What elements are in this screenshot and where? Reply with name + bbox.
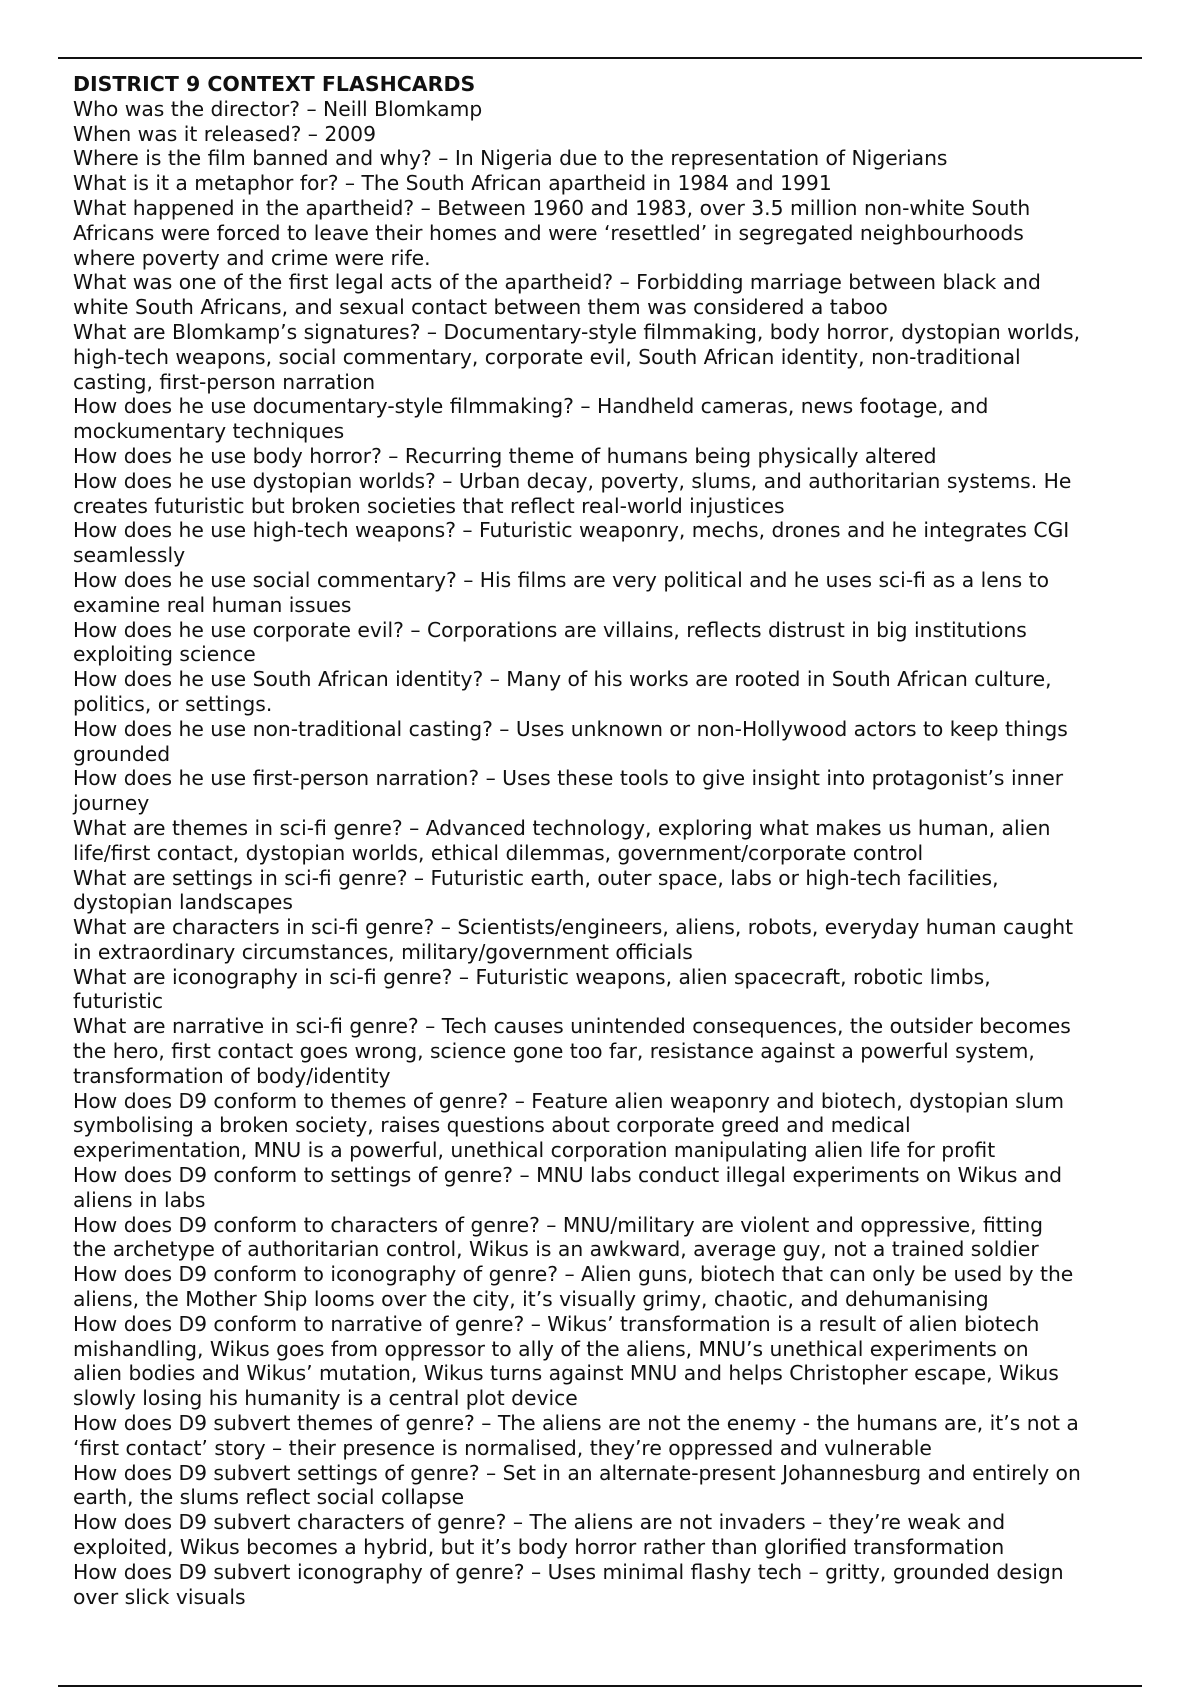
text-line: aliens in labs: [73, 1187, 206, 1212]
text-line: Where is the film banned and why? – In Nigeria due to the representation of Nigerians: [73, 146, 948, 171]
text-line: alien bodies and Wikus’ mutation, Wikus turns against MNU and helps Christopher escape, Wikus: [73, 1361, 1059, 1386]
text-line: earth, the slums reflect social collapse: [73, 1485, 465, 1510]
text-line: in extraordinary circumstances, military/government officials: [73, 939, 693, 964]
text-line: white South Africans, and sexual contact between them was considered a taboo: [73, 295, 888, 320]
text-line: Africans were forced to leave their homes and were ‘resettled’ in segregated neighbourhoods: [73, 220, 1024, 245]
top-rule: [58, 57, 1142, 59]
text-line: How does D9 subvert characters of genre? – The aliens are not invaders – they’re weak and: [73, 1510, 1006, 1535]
text-line: How does D9 subvert themes of genre? – The aliens are not the enemy - the humans are, it’s not a: [73, 1411, 1079, 1436]
text-line: When was it released? – 2009: [73, 121, 376, 146]
text-line: What are themes in sci-fi genre? – Advanced technology, exploring what makes us human, alien: [73, 815, 1051, 840]
document-title: DISTRICT 9 CONTEXT FLASHCARDS: [73, 72, 476, 96]
text-line: What are narrative in sci-fi genre? – Tech causes unintended consequences, the outsider becomes: [73, 1014, 1071, 1039]
text-line: Who was the director? – Neill Blomkamp: [73, 96, 483, 121]
text-line: over slick visuals: [73, 1584, 246, 1609]
text-line: seamlessly: [73, 543, 186, 568]
text-line: What was one of the first legal acts of the apartheid? – Forbidding marriage between black and: [73, 270, 1041, 295]
text-line: How does he use corporate evil? – Corporations are villains, reflects distrust in big institutions: [73, 617, 1027, 642]
text-line: How does he use documentary-style filmmaking? – Handheld cameras, news footage, and: [73, 394, 989, 419]
text-line: How does D9 conform to narrative of genre? – Wikus’ transformation is a result of alien biotech: [73, 1311, 1040, 1336]
text-line: What is it a metaphor for? – The South African apartheid in 1984 and 1991: [73, 171, 832, 196]
text-line: How does he use high-tech weapons? – Futuristic weaponry, mechs, drones and he integrates CGI: [73, 518, 1070, 543]
text-line: futuristic: [73, 989, 164, 1014]
text-line: the archetype of authoritarian control, Wikus is an awkward, average guy, not a trained soldier: [73, 1237, 1039, 1262]
text-line: mockumentary techniques: [73, 419, 345, 444]
text-line: grounded: [73, 741, 171, 766]
text-line: experimentation, MNU is a powerful, unethical corporation manipulating alien life for profit: [73, 1138, 996, 1163]
text-line: How does he use dystopian worlds? – Urban decay, poverty, slums, and authoritarian systems. He: [73, 468, 1072, 493]
text-line: How does he use non-traditional casting? – Uses unknown or non-Hollywood actors to keep things: [73, 716, 1068, 741]
text-line: What are characters in sci-fi genre? – Scientists/engineers, aliens, robots, everyday human caught: [73, 915, 1074, 940]
text-line: ‘first contact’ story – their presence is normalised, they’re oppressed and vulnerable: [73, 1435, 932, 1460]
text-line: symbolising a broken society, raises questions about corporate greed and medical: [73, 1113, 911, 1138]
text-line: transformation of body/identity: [73, 1063, 391, 1088]
text-line: politics, or settings.: [73, 691, 273, 716]
text-line: life/first contact, dystopian worlds, ethical dilemmas, government/corporate control: [73, 840, 924, 865]
text-line: where poverty and crime were rife.: [73, 245, 431, 270]
text-line: How does D9 conform to settings of genre? – MNU labs conduct illegal experiments on Wikus and: [73, 1163, 1063, 1188]
text-line: slowly losing his humanity is a central plot device: [73, 1386, 578, 1411]
text-line: What happened in the apartheid? – Between 1960 and 1983, over 3.5 million non-white South: [73, 195, 1031, 220]
text-line: mishandling, Wikus goes from oppressor to ally of the aliens, MNU’s unethical experiments on: [73, 1336, 1029, 1361]
text-line: examine real human issues: [73, 592, 352, 617]
text-line: journey: [73, 791, 150, 816]
text-line: exploiting science: [73, 642, 256, 667]
text-line: How does D9 conform to iconography of genre? – Alien guns, biotech that can only be used by the: [73, 1262, 1074, 1287]
flashcards-content: [73, 72, 1133, 1609]
text-line: high-tech weapons, social commentary, corporate evil, South African identity, non-traditional: [73, 344, 1021, 369]
text-line: What are iconography in sci-fi genre? – Futuristic weapons, alien spacecraft, robotic limbs,: [73, 964, 991, 989]
text-line: the hero, first contact goes wrong, science gone too far, resistance against a powerful system,: [73, 1039, 1035, 1064]
flashcard-lines: [73, 97, 1133, 1610]
text-line: casting, first-person narration: [73, 369, 376, 394]
bottom-rule: [58, 1685, 1142, 1687]
text-line: exploited, Wikus becomes a hybrid, but it’s body horror rather than glorified transformation: [73, 1535, 1005, 1560]
text-line: How does D9 conform to characters of genre? – MNU/military are violent and oppressive, fitting: [73, 1212, 1044, 1237]
text-line: How does D9 subvert iconography of genre? – Uses minimal flashy tech – gritty, grounded design: [73, 1559, 1064, 1584]
text-line: How does he use body horror? – Recurring theme of humans being physically altered: [73, 443, 937, 468]
text-line: How does he use South African identity? – Many of his works are rooted in South African culture,: [73, 667, 1052, 692]
text-line: How does he use social commentary? – His films are very political and he uses sci-fi as a lens to: [73, 567, 1050, 592]
text-line: How does he use first-person narration? – Uses these tools to give insight into protagonist’s inner: [73, 766, 1064, 791]
text-line: How does D9 subvert settings of genre? – Set in an alternate-present Johannesburg and entirely on: [73, 1460, 1081, 1485]
text-line: How does D9 conform to themes of genre? – Feature alien weaponry and biotech, dystopian slum: [73, 1088, 1064, 1113]
text-line: dystopian landscapes: [73, 890, 293, 915]
text-line: What are Blomkamp’s signatures? – Documentary-style filmmaking, body horror, dystopian worlds,: [73, 319, 1081, 344]
text-line: creates futuristic but broken societies that reflect real-world injustices: [73, 493, 785, 518]
text-line: aliens, the Mother Ship looms over the city, it’s visually grimy, chaotic, and dehumanising: [73, 1287, 989, 1312]
text-line: What are settings in sci-fi genre? – Futuristic earth, outer space, labs or high-tech facilities,: [73, 865, 999, 890]
